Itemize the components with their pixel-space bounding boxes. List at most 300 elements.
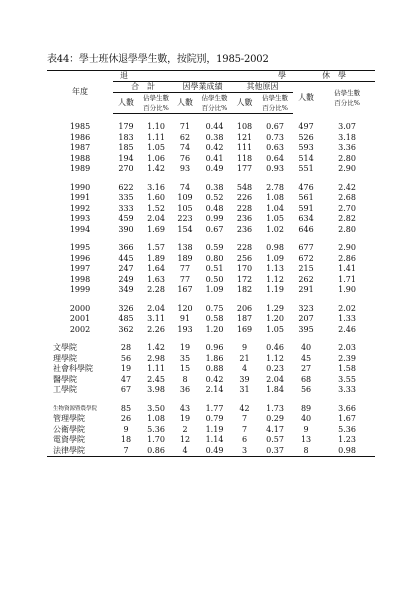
table-cell: 56 <box>300 385 312 395</box>
table-cell: 1.12 <box>266 274 284 284</box>
table-cell: 1.11 <box>147 364 165 374</box>
academic-pct-header: 佔學生數 百分比% <box>197 93 232 114</box>
table-cell: 105 <box>177 203 193 213</box>
table-cell: 0.23 <box>266 364 284 374</box>
table-cell: 445 <box>118 253 134 263</box>
table-row <box>47 275 375 286</box>
table-cell: 2.04 <box>266 374 284 384</box>
table-cell: 2.02 <box>338 303 356 313</box>
table-row <box>47 243 375 254</box>
table-cell: 7 <box>241 414 248 424</box>
row-label: 社會科學院 <box>53 364 93 374</box>
table-cell: 236 <box>236 224 253 234</box>
table-cell: 179 <box>118 122 134 132</box>
table-cell: 1.70 <box>147 435 165 445</box>
table-row <box>47 143 375 154</box>
table-cell: 2.42 <box>338 182 356 192</box>
table-cell: 3.50 <box>147 403 165 413</box>
table-cell: 31 <box>239 385 250 395</box>
table-cell: 1.09 <box>205 285 224 295</box>
table-cell: 8 <box>182 374 188 384</box>
table-row <box>47 343 375 354</box>
table-cell: 85 <box>120 403 132 413</box>
table-cell: 256 <box>236 253 253 263</box>
row-label: 2001 <box>69 314 91 324</box>
table-cell: 62 <box>179 132 191 142</box>
table-cell: 91 <box>179 314 191 324</box>
table-cell: 622 <box>118 182 134 192</box>
table-cell: 182 <box>236 285 253 295</box>
row-label: 1988 <box>69 153 91 163</box>
table-cell: 35 <box>179 353 191 363</box>
other-pct-header: 佔學生數 百分比% <box>257 93 293 114</box>
row-label: 1989 <box>69 164 91 174</box>
table-cell: 2.80 <box>338 224 356 234</box>
row-label: 管理學院 <box>53 414 85 424</box>
academic-header: 因學業成績 <box>173 82 232 93</box>
table-row <box>47 264 375 275</box>
table-cell: 236 <box>236 214 253 224</box>
table-cell: 108 <box>236 122 253 132</box>
table-row <box>47 164 375 175</box>
table-cell: 2.46 <box>338 324 356 334</box>
table-cell: 0.49 <box>197 446 232 457</box>
table-cell: 169 <box>236 324 253 334</box>
table-cell: 2.98 <box>147 353 165 363</box>
suspend-header: 休 學 <box>293 71 375 82</box>
table-cell: 2.70 <box>338 203 356 213</box>
table-cell: 3.66 <box>338 403 356 413</box>
table-cell: 172 <box>236 274 253 284</box>
table-cell: 1.02 <box>266 224 284 234</box>
table-cell: 0.42 <box>205 143 224 153</box>
table-cell: 3.36 <box>338 143 356 153</box>
table-body <box>47 114 375 457</box>
table-cell: 4.17 <box>266 424 284 434</box>
table-cell: 0.80 <box>205 253 224 263</box>
table-cell: 3.18 <box>338 132 356 142</box>
table-cell: 0.67 <box>205 224 224 234</box>
table-row <box>47 414 375 425</box>
table-cell: 47 <box>120 374 132 384</box>
table-cell: 39 <box>239 374 250 384</box>
table-cell: 1.09 <box>266 253 284 263</box>
table-cell: 0.96 <box>205 343 224 353</box>
row-label: 1994 <box>69 224 91 234</box>
suspend-count-header: 人數 <box>298 92 315 102</box>
total-header: 合 計 <box>113 82 173 93</box>
table-row <box>47 425 375 436</box>
table-cell: 2.82 <box>338 214 356 224</box>
table-cell: 0.88 <box>205 364 224 374</box>
table-cell: 2.68 <box>338 193 356 203</box>
table-cell: 5.36 <box>147 424 165 434</box>
suspend-pct-header: 佔學生數 百分比% <box>334 88 361 107</box>
table-cell: 526 <box>298 132 314 142</box>
table-cell: 1.05 <box>147 143 165 153</box>
table-cell: 349 <box>118 285 134 295</box>
table-cell: 1.90 <box>338 285 356 295</box>
row-label: 1986 <box>69 132 91 142</box>
table-row <box>47 193 375 204</box>
table-row <box>47 154 375 165</box>
row-label: 1985 <box>69 122 91 132</box>
table-cell: 7 <box>241 424 248 434</box>
table-cell: 0.64 <box>266 153 284 163</box>
table-row <box>47 354 375 365</box>
table-cell: 514 <box>298 153 314 163</box>
table-title: 表44：學士班休退學學生數，按院別，1985-2002 <box>47 54 269 65</box>
group-spacer <box>47 396 375 404</box>
table-cell: 40 <box>300 414 312 424</box>
table-cell: 1.71 <box>338 274 356 284</box>
table-cell: 42 <box>239 403 250 413</box>
group-spacer <box>47 114 375 123</box>
table-cell: 206 <box>236 303 253 313</box>
table-cell: 118 <box>236 153 253 163</box>
row-label: 1993 <box>69 214 91 224</box>
table-cell: 154 <box>177 224 193 234</box>
table-cell: 3.16 <box>147 182 165 192</box>
table-row <box>47 285 375 296</box>
table-cell: 1.69 <box>147 224 165 234</box>
table-row <box>47 435 375 446</box>
table-cell: 77 <box>179 264 191 274</box>
group-spacer <box>47 335 375 343</box>
table-cell: 1.29 <box>266 303 284 313</box>
table-cell: 2.04 <box>147 214 165 224</box>
table-cell: 1.13 <box>266 264 284 274</box>
table-cell: 40 <box>300 343 312 353</box>
table-cell: 1.08 <box>147 414 165 424</box>
table-cell: 1.23 <box>338 435 356 445</box>
table-cell: 249 <box>118 274 134 284</box>
table-cell: 9 <box>241 343 248 353</box>
table-cell: 109 <box>177 193 193 203</box>
table-cell: 0.37 <box>257 446 293 457</box>
table-cell: 0.67 <box>266 122 284 132</box>
row-label: 1992 <box>69 203 91 213</box>
table-cell: 1.73 <box>266 403 284 413</box>
table-cell: 262 <box>298 274 314 284</box>
table-cell: 1.33 <box>338 314 356 324</box>
table-cell: 120 <box>177 303 193 313</box>
table-cell: 189 <box>177 253 193 263</box>
table-cell: 1.42 <box>147 343 165 353</box>
table-cell: 56 <box>120 353 132 363</box>
table-cell: 2.80 <box>338 153 356 163</box>
table-cell: 1.57 <box>147 243 165 253</box>
table-cell: 0.50 <box>205 274 224 284</box>
table-cell: 551 <box>298 164 314 174</box>
row-label: 理學院 <box>53 353 77 363</box>
table-cell: 0.63 <box>266 143 284 153</box>
table-cell: 21 <box>239 353 250 363</box>
table-cell: 1.89 <box>147 253 165 263</box>
table-row <box>47 446 375 457</box>
table-cell: 194 <box>118 153 134 163</box>
table-cell: 1.41 <box>338 264 356 274</box>
table-cell: 1.20 <box>266 314 284 324</box>
table-cell: 2.04 <box>147 303 165 313</box>
table-cell: 1.86 <box>205 353 224 363</box>
table-cell: 12 <box>179 435 191 445</box>
row-label: 工學院 <box>53 385 77 395</box>
row-label: 生物資源暨農學院 <box>53 405 98 412</box>
table-cell: 1.08 <box>266 193 284 203</box>
table-cell: 1.19 <box>205 424 224 434</box>
table-cell: 0.86 <box>139 446 173 457</box>
table-cell: 19 <box>179 414 191 424</box>
table-cell: 548 <box>236 182 253 192</box>
table-cell: 497 <box>298 122 314 132</box>
table-row <box>47 133 375 144</box>
table-cell: 228 <box>236 203 253 213</box>
table-cell: 2.14 <box>205 385 224 395</box>
table-cell: 223 <box>177 214 193 224</box>
table-row <box>47 183 375 194</box>
table-cell: 2.39 <box>338 353 356 363</box>
table-cell: 6 <box>241 435 248 445</box>
table-cell: 19 <box>120 364 132 374</box>
table-cell: 3.55 <box>338 374 356 384</box>
table-cell: 0.38 <box>205 132 224 142</box>
table-cell: 76 <box>179 153 191 163</box>
row-label: 2000 <box>69 303 91 313</box>
table-cell: 270 <box>118 164 134 174</box>
year-header: 年度 <box>47 71 113 114</box>
table-cell: 0.51 <box>205 264 224 274</box>
table-cell: 15 <box>179 364 191 374</box>
row-label: 電資學院 <box>53 435 85 445</box>
table-cell: 0.41 <box>205 153 224 163</box>
table-cell: 8 <box>293 446 319 457</box>
table-row <box>47 225 375 236</box>
row-label: 2002 <box>69 324 91 334</box>
table-cell: 177 <box>236 164 253 174</box>
table-cell: 1.84 <box>266 385 284 395</box>
table-cell: 121 <box>236 132 253 142</box>
table-row <box>47 404 375 415</box>
table-cell: 2.45 <box>147 374 165 384</box>
table-cell: 167 <box>177 285 193 295</box>
table-cell: 3 <box>232 446 257 457</box>
table-cell: 1.19 <box>266 285 284 295</box>
table-cell: 323 <box>298 303 314 313</box>
table-cell: 71 <box>179 122 191 132</box>
table-cell: 1.06 <box>147 153 165 163</box>
table-cell: 138 <box>177 243 193 253</box>
table-cell: 593 <box>298 143 314 153</box>
table-cell: 1.14 <box>205 435 224 445</box>
table-row <box>47 122 375 133</box>
table-cell: 93 <box>179 164 191 174</box>
table-row <box>47 364 375 375</box>
table-cell: 2.78 <box>266 182 284 192</box>
group-spacer <box>47 296 375 304</box>
row-label: 1999 <box>69 285 91 295</box>
table-cell: 1.04 <box>266 203 284 213</box>
row-label: 法律學院 <box>47 446 113 457</box>
table-cell: 187 <box>236 314 253 324</box>
table-cell: 27 <box>300 364 312 374</box>
other-header: 其他原因 <box>232 82 293 93</box>
table-cell: 74 <box>179 143 191 153</box>
table-cell: 1.11 <box>147 132 165 142</box>
table-cell: 485 <box>118 314 134 324</box>
table-cell: 2.86 <box>338 253 356 263</box>
table-cell: 9 <box>123 424 129 434</box>
table-cell: 1.67 <box>338 414 356 424</box>
row-label: 醫學院 <box>53 374 77 384</box>
table-row <box>47 214 375 225</box>
table-cell: 0.98 <box>266 243 284 253</box>
table-cell: 646 <box>298 224 314 234</box>
table-cell: 19 <box>179 343 191 353</box>
table-cell: 0.58 <box>205 314 224 324</box>
table-cell: 13 <box>300 435 312 445</box>
table-cell: 390 <box>118 224 134 234</box>
withdraw-header: 退 學 <box>113 71 293 82</box>
table-cell: 2.03 <box>338 343 356 353</box>
table-cell: 1.05 <box>266 214 284 224</box>
table-cell: 2 <box>182 424 188 434</box>
row-label: 1990 <box>69 182 91 192</box>
other-count-header: 人數 <box>232 93 257 114</box>
table-cell: 634 <box>298 214 314 224</box>
table-cell: 193 <box>177 324 193 334</box>
table-cell: 0.46 <box>266 343 284 353</box>
table-cell: 395 <box>298 324 314 334</box>
row-label: 文學院 <box>53 343 77 353</box>
table-cell: 26 <box>120 414 132 424</box>
table-cell: 183 <box>118 132 134 142</box>
table-cell: 0.93 <box>266 164 284 174</box>
table-cell: 591 <box>298 203 314 213</box>
group-spacer <box>47 235 375 243</box>
table-row <box>47 204 375 215</box>
table-cell: 366 <box>118 243 134 253</box>
table-cell: 561 <box>298 193 314 203</box>
table-cell: 0.49 <box>205 164 224 174</box>
table-cell: 0.57 <box>266 435 284 445</box>
table-cell: 247 <box>118 264 134 274</box>
table-cell: 228 <box>236 243 253 253</box>
row-label: 1991 <box>69 193 91 203</box>
table-cell: 36 <box>179 385 191 395</box>
table-cell: 1.64 <box>147 264 165 274</box>
table-cell: 1.12 <box>266 353 284 363</box>
table-cell: 1.63 <box>147 274 165 284</box>
table-cell: 207 <box>298 314 314 324</box>
table-cell: 0.79 <box>205 414 224 424</box>
table-cell: 362 <box>118 324 134 334</box>
table-cell: 74 <box>179 182 191 192</box>
table-cell: 4 <box>241 364 248 374</box>
table-cell: 3.07 <box>338 122 356 132</box>
academic-count-header: 人數 <box>173 93 197 114</box>
table-cell: 215 <box>298 264 314 274</box>
table-cell: 2.26 <box>147 324 165 334</box>
row-label: 1987 <box>69 143 91 153</box>
table-cell: 333 <box>118 203 134 213</box>
table-cell: 0.75 <box>205 303 224 313</box>
table-cell: 1.20 <box>205 324 224 334</box>
table-cell: 226 <box>236 193 253 203</box>
table-cell: 9 <box>303 424 309 434</box>
table-cell: 18 <box>120 435 132 445</box>
dropout-table <box>47 70 375 457</box>
table-cell: 0.52 <box>205 193 224 203</box>
row-label: 1997 <box>69 264 91 274</box>
table-row <box>47 314 375 325</box>
table-cell: 2.90 <box>338 164 356 174</box>
table-cell: 3.11 <box>147 314 165 324</box>
group-spacer <box>47 175 375 183</box>
table-cell: 68 <box>300 374 312 384</box>
table-cell: 7 <box>113 446 139 457</box>
table-cell: 672 <box>298 253 314 263</box>
table-row <box>47 385 375 396</box>
table-cell: 89 <box>300 403 312 413</box>
table-row <box>47 304 375 315</box>
table-cell: 0.59 <box>205 243 224 253</box>
table-cell: 1.77 <box>205 403 224 413</box>
table-cell: 3.33 <box>338 385 356 395</box>
table-cell: 111 <box>236 143 253 153</box>
table-row <box>47 254 375 265</box>
table-cell: 43 <box>179 403 191 413</box>
table-cell: 2.28 <box>147 285 165 295</box>
table-cell: 677 <box>298 243 314 253</box>
table-cell: 1.52 <box>147 203 165 213</box>
table-row <box>47 375 375 386</box>
table-cell: 0.73 <box>266 132 284 142</box>
table-cell: 1.58 <box>338 364 356 374</box>
table-row <box>47 325 375 336</box>
table-cell: 0.98 <box>319 446 375 457</box>
table-cell: 0.44 <box>205 122 224 132</box>
table-cell: 0.99 <box>205 214 224 224</box>
table-cell: 0.42 <box>205 374 224 384</box>
table-cell: 5.36 <box>338 424 356 434</box>
table-cell: 4 <box>173 446 197 457</box>
table-cell: 3.98 <box>147 385 165 395</box>
table-cell: 1.60 <box>147 193 165 203</box>
row-label: 1996 <box>69 253 91 263</box>
table-cell: 335 <box>118 193 134 203</box>
table-cell: 28 <box>120 343 132 353</box>
table-cell: 185 <box>118 143 134 153</box>
table-cell: 326 <box>118 303 134 313</box>
table-cell: 170 <box>236 264 253 274</box>
table-cell: 0.48 <box>205 203 224 213</box>
table-cell: 45 <box>300 353 312 363</box>
table-cell: 2.90 <box>338 243 356 253</box>
row-label: 公衛學院 <box>53 424 85 434</box>
table-cell: 459 <box>118 214 134 224</box>
table-cell: 0.29 <box>266 414 284 424</box>
table-cell: 77 <box>179 274 191 284</box>
table-cell: 1.42 <box>147 164 165 174</box>
row-label: 1995 <box>69 243 91 253</box>
total-pct-header: 佔學生數 百分比% <box>139 93 173 114</box>
table-cell: 291 <box>298 285 314 295</box>
total-count-header: 人數 <box>113 93 139 114</box>
row-label: 1998 <box>69 274 91 284</box>
table-cell: 1.10 <box>147 122 165 132</box>
table-cell: 0.38 <box>205 182 224 192</box>
